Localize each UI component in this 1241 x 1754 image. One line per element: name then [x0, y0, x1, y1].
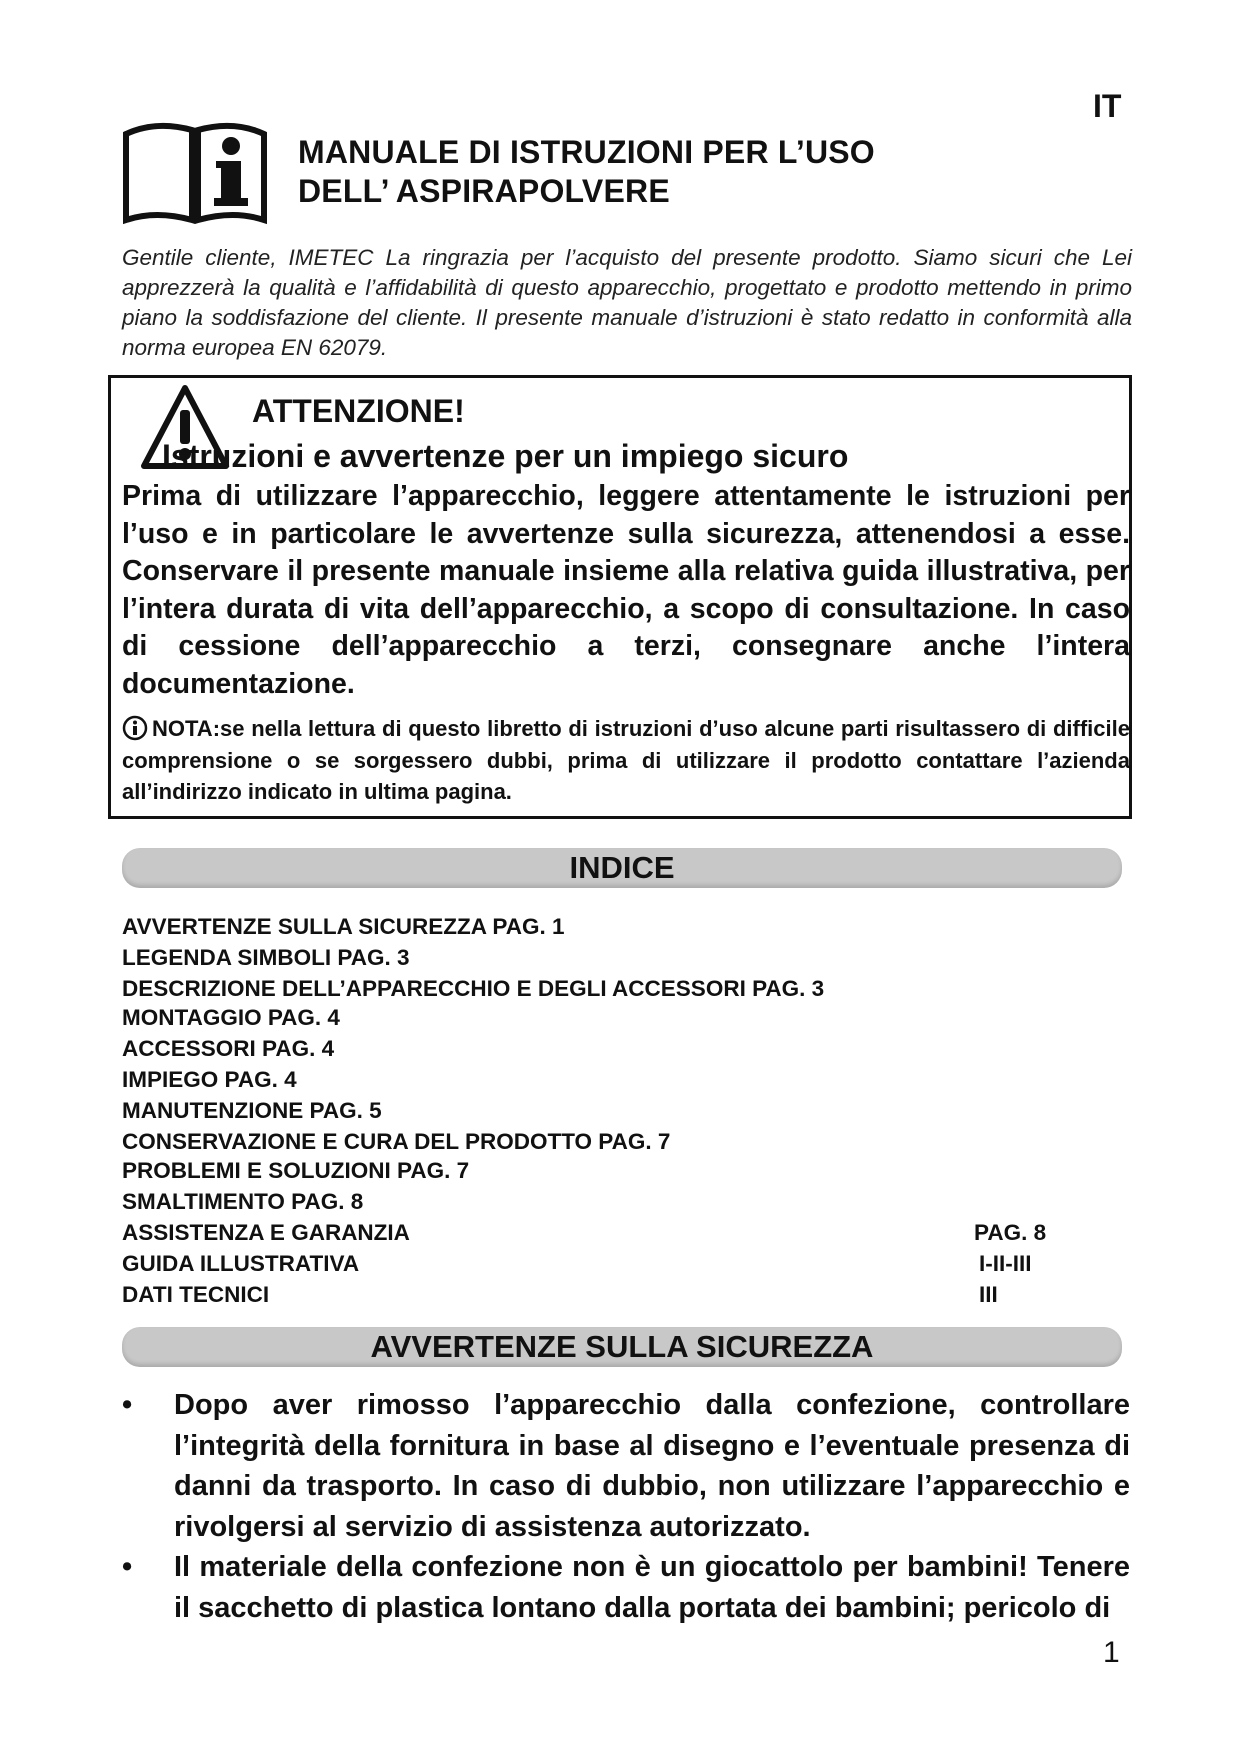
warning-subtitle: Istruzioni e avvertenze per un impiego sicuro — [162, 438, 849, 474]
toc-item: LEGENDA SIMBOLI PAG. 3 — [122, 945, 410, 970]
intro-paragraph: Gentile cliente, IMETEC La ringrazia per l’acquisto del presente prodotto. Siamo sicuri che Lei apprezzerà la qualità e l’affidabilità di questo apparecchio, progettato e prodotto mettendo in primo piano la soddisfazione del cliente. Il presente manuale d’istruzioni è stato redatto in conformità alla norma europea EN 62079. — [122, 245, 1132, 360]
page-number: 1 — [1103, 1636, 1120, 1669]
bullet-icon: • — [122, 1551, 133, 1583]
toc-item: ASSISTENZA E GARANZIA — [122, 1220, 410, 1245]
toc-page: I-II-III — [979, 1251, 1032, 1276]
list-item — [122, 1385, 1130, 1547]
toc-item: MONTAGGIO PAG. 4 — [122, 1005, 340, 1030]
toc-item: DATI TECNICI — [122, 1282, 270, 1307]
bullet-text: Dopo aver rimosso l’apparecchio dalla confezione, controllare l’integrità della fornitura in base al disegno e l’eventuale presenza di danni da trasporto. In caso di dubbio, non utilizzare l’apparecchio e rivolgersi al servizio di assistenza autorizzato. — [174, 1389, 1130, 1543]
toc-item: CONSERVAZIONE E CURA DEL PRODOTTO PAG. 7 — [122, 1129, 671, 1154]
toc-item: GUIDA ILLUSTRATIVA — [122, 1251, 360, 1276]
list-item — [122, 1547, 1130, 1628]
manual-info-icon — [120, 116, 270, 226]
index-heading: INDICE — [122, 848, 1122, 888]
toc-item: IMPIEGO PAG. 4 — [122, 1067, 297, 1092]
toc-item: DESCRIZIONE DELL’APPARECCHIO E DEGLI ACCESSORI PAG. 3 — [122, 976, 825, 1001]
warning-note: NOTA:se nella lettura di questo libretto di istruzioni d’uso alcune parti risultassero di difficile comprensione o se sorgessero dubbi, prima di utilizzare il prodotto contattare l’azienda all’indirizzo indicato in ultima pagina. — [122, 716, 1130, 804]
toc-item: AVVERTENZE SULLA SICUREZZA PAG. 1 — [122, 914, 565, 939]
safety-heading: AVVERTENZE SULLA SICUREZZA — [122, 1327, 1122, 1367]
toc-item: SMALTIMENTO PAG. 8 — [122, 1189, 364, 1214]
language-code: IT — [1093, 88, 1122, 124]
toc-item: MANUTENZIONE PAG. 5 — [122, 1098, 382, 1123]
bullet-icon: • — [122, 1389, 133, 1421]
document-title-line1: MANUALE DI ISTRUZIONI PER L’USO — [298, 134, 875, 170]
toc-item: ACCESSORI PAG. 4 — [122, 1036, 335, 1061]
warning-title: ATTENZIONE! — [252, 393, 465, 429]
toc-page: PAG. 8 — [974, 1220, 1047, 1245]
toc-item: PROBLEMI E SOLUZIONI PAG. 7 — [122, 1158, 470, 1183]
bullet-text: Il materiale della confezione non è un giocattolo per bambini! Tenere il sacchetto di plastica lontano dalla portata dei bambini; pericolo di — [174, 1551, 1130, 1624]
warning-body: Prima di utilizzare l’apparecchio, leggere attentamente le istruzioni per l’uso e in particolare le avvertenze sulla sicurezza, attenendosi a esse. Conservare il presente manuale insieme alla relativa guida illustrativa, per l’intera durata di vita dell’apparecchio, a scopo di consultazione. In caso di cessione dell’apparecchio a terzi, consegnare anche l’intera documentazione. — [122, 480, 1130, 700]
document-title-line2: DELL’ ASPIRAPOLVERE — [298, 173, 670, 209]
table-of-contents — [122, 914, 1122, 1314]
safety-bullet-list — [122, 1385, 1130, 1628]
toc-page: III — [979, 1282, 998, 1307]
